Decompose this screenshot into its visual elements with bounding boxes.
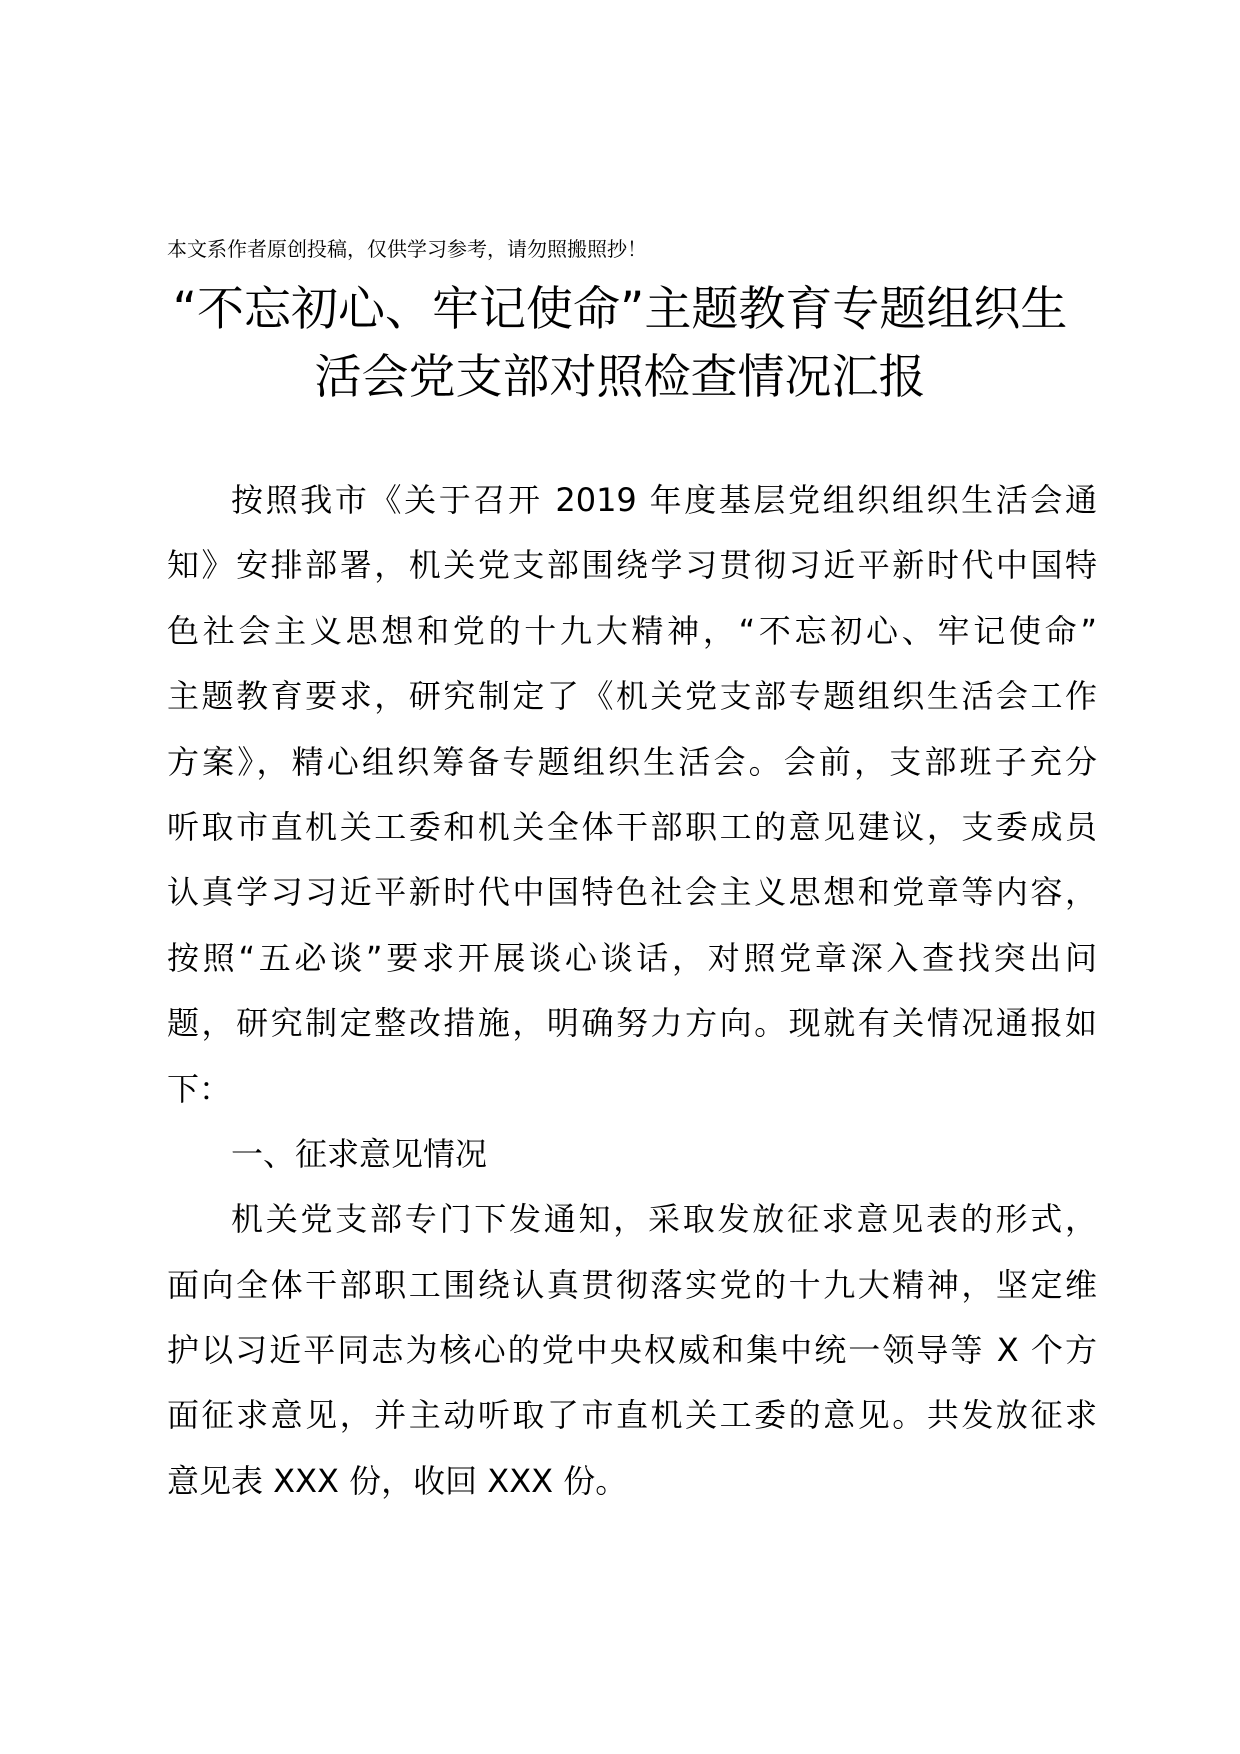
text-line: 面向全体干部职工围绕认真贯彻落实党的十九大精神，坚定维 xyxy=(167,1265,1097,1304)
paragraph xyxy=(167,480,1097,1134)
text-line: 按照“五必谈”要求开展谈心谈话，对照党章深入查找突出问 xyxy=(167,938,1097,977)
document-body xyxy=(167,480,1097,1526)
text-line: 知》安排部署，机关党支部围绕学习贯彻习近平新时代中国特 xyxy=(167,546,1097,585)
text-line: 下： xyxy=(167,1069,232,1108)
document-title xyxy=(120,276,1120,412)
text-line: 听取市直机关工委和机关全体干部职工的意见建议，支委成员 xyxy=(167,807,1097,846)
text-line: 机关党支部专门下发通知，采取发放征求意见表的形式， xyxy=(231,1200,1097,1239)
copyright-notice: 本文系作者原创投稿，仅供学习参考，请勿照搬照抄！ xyxy=(167,237,647,261)
text-line: 面征求意见，并主动听取了市直机关工委的意见。共发放征求 xyxy=(167,1396,1097,1435)
text-line: 色社会主义思想和党的十九大精神，“不忘初心、牢记使命” xyxy=(167,611,1097,650)
text-line: 按照我市《关于召开 2019 年度基层党组织组织生活会通 xyxy=(231,481,1097,519)
text-line: 题，研究制定整改措施，明确努力方向。现就有关情况通报如 xyxy=(167,1004,1097,1043)
text-line: 认真学习习近平新时代中国特色社会主义思想和党章等内容， xyxy=(167,873,1097,912)
paragraph xyxy=(167,1199,1097,1526)
text-line: 方案》，精心组织筹备专题组织生活会。会前，支部班子充分 xyxy=(167,742,1097,781)
title-line: 活会党支部对照检查情况汇报 xyxy=(314,350,926,405)
title-line: “不忘初心、牢记使命”主题教育专题组织生 xyxy=(172,282,1068,337)
text-line: 一、征求意见情况 xyxy=(231,1134,488,1173)
text-line: 意见表 XXX 份，收回 XXX 份。 xyxy=(167,1461,628,1500)
text-line: 护以习近平同志为核心的党中央权威和集中统一领导等 X 个方 xyxy=(167,1331,1097,1370)
section-heading xyxy=(167,1134,1097,1199)
text-line: 主题教育要求，研究制定了《机关党支部专题组织生活会工作 xyxy=(167,677,1097,716)
